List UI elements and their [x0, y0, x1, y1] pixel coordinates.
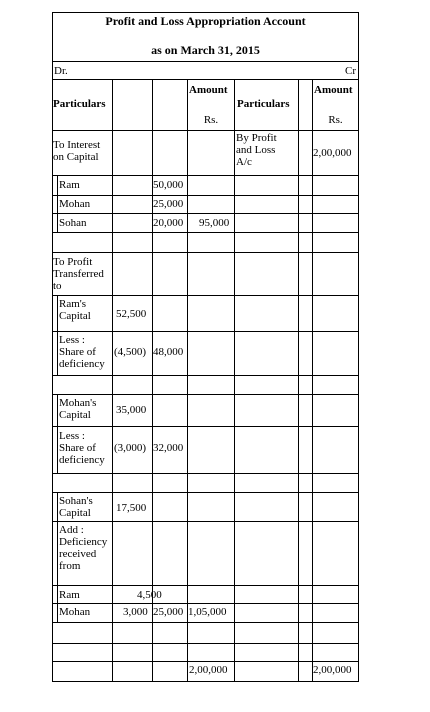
profit-transferred-total: 1,05,000: [188, 606, 227, 618]
interest-name: Sohan: [59, 217, 87, 229]
sohan-capital-label: Sohan's Capital: [59, 495, 93, 519]
interest-amount: 25,000: [153, 198, 184, 210]
account-subtitle: as on March 31, 2015: [151, 43, 260, 57]
mohan-less-label: Less : Share of deficiency: [59, 430, 105, 466]
credit-grand-total: 2,00,000: [313, 664, 352, 676]
sohan-add-label: Add : Deficiency received from: [59, 524, 108, 572]
interest-amount: 20,000: [153, 217, 184, 229]
ram-less-value: (4,500): [114, 346, 147, 358]
mohan-share: 35,000: [116, 404, 147, 416]
profit-transferred-label: To Profit Transferred to: [53, 256, 104, 292]
deficiency-from-amount: 3,000: [123, 606, 148, 618]
interest-name: Ram: [59, 179, 80, 191]
by-profit-and-loss-label: By Profit and Loss A/c: [236, 132, 277, 168]
ram-capital-label: Ram's Capital: [59, 298, 91, 322]
credit-rs-header: Rs.: [328, 114, 343, 126]
mohan-net: 32,000: [153, 442, 184, 454]
debit-particulars-header: Particulars: [53, 98, 106, 110]
debit-amount-header: Amount: [189, 84, 228, 96]
credit-particulars-header: Particulars: [237, 98, 290, 110]
credit-amount-header: Amount: [314, 84, 353, 96]
mohan-less-value: (3,000): [114, 442, 147, 454]
ram-less-label: Less : Share of deficiency: [59, 334, 105, 370]
dr-label: Dr.: [54, 65, 68, 77]
interest-amount: 50,000: [153, 179, 184, 191]
ram-share: 52,500: [116, 308, 147, 320]
sohan-share: 17,500: [116, 502, 147, 514]
deficiency-from-amount: 4,500: [137, 589, 162, 601]
interest-total: 95,000: [199, 217, 230, 229]
ram-net: 48,000: [153, 346, 184, 358]
mohan-capital-label: Mohan's Capital: [59, 397, 97, 421]
by-profit-and-loss-amount: 2,00,000: [313, 147, 352, 159]
deficiency-from-name: Mohan: [59, 606, 91, 618]
debit-rs-header: Rs.: [203, 114, 219, 126]
interest-on-capital-label: To Interest on Capital: [53, 139, 101, 163]
account-title: Profit and Loss Appropriation Account: [105, 14, 306, 28]
cr-label: Cr: [345, 65, 356, 77]
deficiency-from-name: Ram: [59, 589, 80, 601]
sohan-net: 25,000: [153, 606, 184, 618]
interest-name: Mohan: [59, 198, 91, 210]
debit-grand-total: 2,00,000: [189, 664, 228, 676]
